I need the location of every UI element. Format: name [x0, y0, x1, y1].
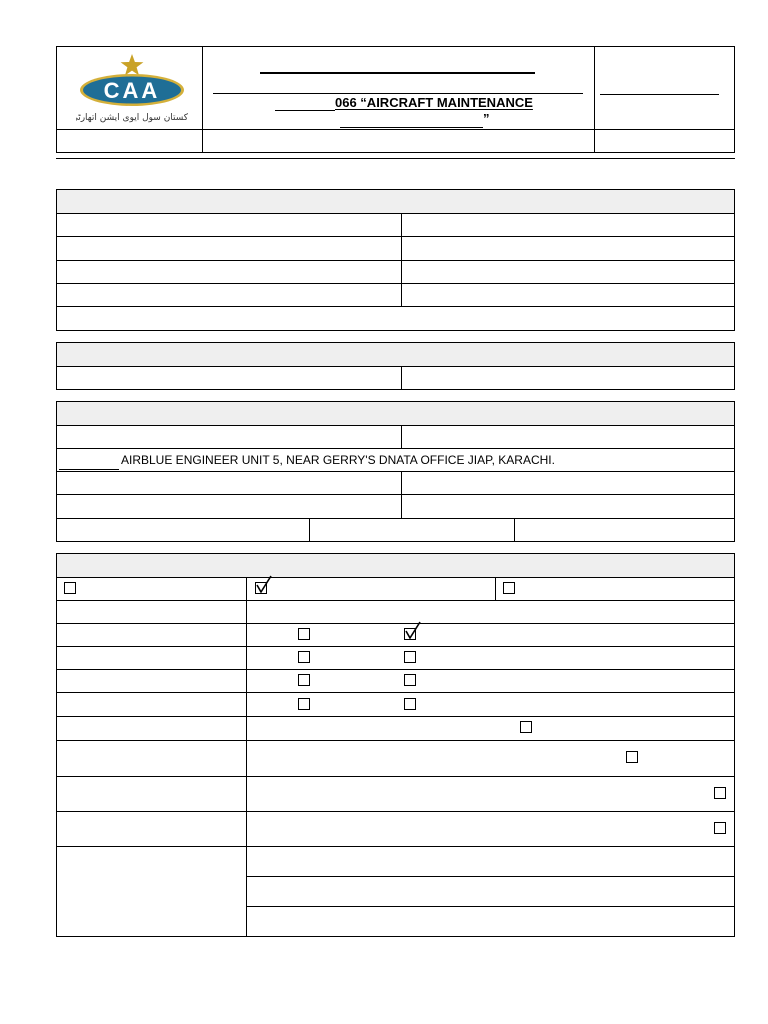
section-d-col-top-right	[495, 577, 496, 600]
section-c-row-1	[56, 448, 735, 449]
checkbox-row8[interactable]	[626, 751, 638, 763]
section-c-body	[56, 425, 735, 542]
checkbox-type-3[interactable]	[503, 582, 515, 594]
logo-subtitle: پاکستان سول ایوی ایشن اتھارٹی	[76, 113, 188, 123]
section-a-col-divider	[401, 213, 402, 306]
section-d-row-8	[56, 776, 735, 777]
section-a-row-2	[56, 260, 735, 261]
checkbox-row4-b[interactable]	[404, 651, 416, 663]
caa-logo	[76, 52, 188, 126]
header-row-divider	[56, 129, 735, 130]
header-bottom-rule	[56, 158, 735, 159]
checkbox-row5-a[interactable]	[298, 674, 310, 686]
section-d-row-11	[246, 876, 735, 877]
checkbox-row10[interactable]	[714, 822, 726, 834]
checkbox-row7[interactable]	[520, 721, 532, 733]
checkbox-row3-a[interactable]	[298, 628, 310, 640]
checkbox-row4-a[interactable]	[298, 651, 310, 663]
checkbox-row3-b[interactable]	[404, 628, 416, 640]
checkmark-icon	[404, 621, 424, 641]
section-c-header	[56, 401, 735, 426]
section-a-row-4	[56, 306, 735, 307]
section-d-row-5	[56, 692, 735, 693]
section-d-row-9	[56, 811, 735, 812]
section-d-row-6	[56, 716, 735, 717]
title-line-2	[213, 93, 583, 94]
logo-text: CAA	[103, 78, 161, 103]
section-d-row-1	[56, 600, 735, 601]
address-value: AIRBLUE ENGINEER UNIT 5, NEAR GERRY'S DNATA OFFICE JIAP, KARACHI.	[121, 453, 555, 467]
section-c-col-divider-b2	[514, 518, 515, 542]
title-line-4	[340, 127, 483, 128]
checkbox-row6-a[interactable]	[298, 698, 310, 710]
section-c-col-divider-top	[401, 425, 402, 448]
section-c-col-divider-mid	[401, 471, 402, 518]
header-right-line	[600, 94, 719, 95]
section-c-col-divider-b1	[309, 518, 310, 542]
section-b-body	[56, 366, 735, 390]
section-a-row-1	[56, 236, 735, 237]
checkmark-icon	[255, 575, 275, 595]
caa-logo-graphic	[76, 52, 188, 126]
section-d-row-2	[56, 623, 735, 624]
address-label-line	[59, 469, 119, 470]
section-a-header	[56, 189, 735, 214]
section-d-row-12	[246, 906, 735, 907]
form-title-close: ”	[483, 111, 490, 126]
section-b-header	[56, 342, 735, 367]
title-line-1	[260, 72, 535, 74]
header-divider-right	[594, 46, 595, 153]
section-a-row-3	[56, 283, 735, 284]
star-icon	[121, 54, 144, 75]
section-c-row-3	[56, 494, 735, 495]
section-a-body	[56, 213, 735, 331]
section-d-row-4	[56, 669, 735, 670]
section-d-row-10	[56, 846, 735, 847]
checkbox-row6-b[interactable]	[404, 698, 416, 710]
section-c-row-4	[56, 518, 735, 519]
section-d-row-3	[56, 646, 735, 647]
header-divider-left	[202, 46, 203, 153]
checkbox-type-2[interactable]	[255, 582, 267, 594]
checkbox-row9[interactable]	[714, 787, 726, 799]
title-line-3-left	[275, 110, 335, 111]
section-d-col-main	[246, 577, 247, 937]
checkbox-row5-b[interactable]	[404, 674, 416, 686]
checkbox-type-1[interactable]	[64, 582, 76, 594]
form-title: 066 “AIRCRAFT MAINTENANCE	[335, 95, 533, 110]
section-d-row-7	[56, 740, 735, 741]
section-c-row-2	[56, 471, 735, 472]
section-b-col-divider	[401, 366, 402, 390]
section-d-header	[56, 553, 735, 578]
